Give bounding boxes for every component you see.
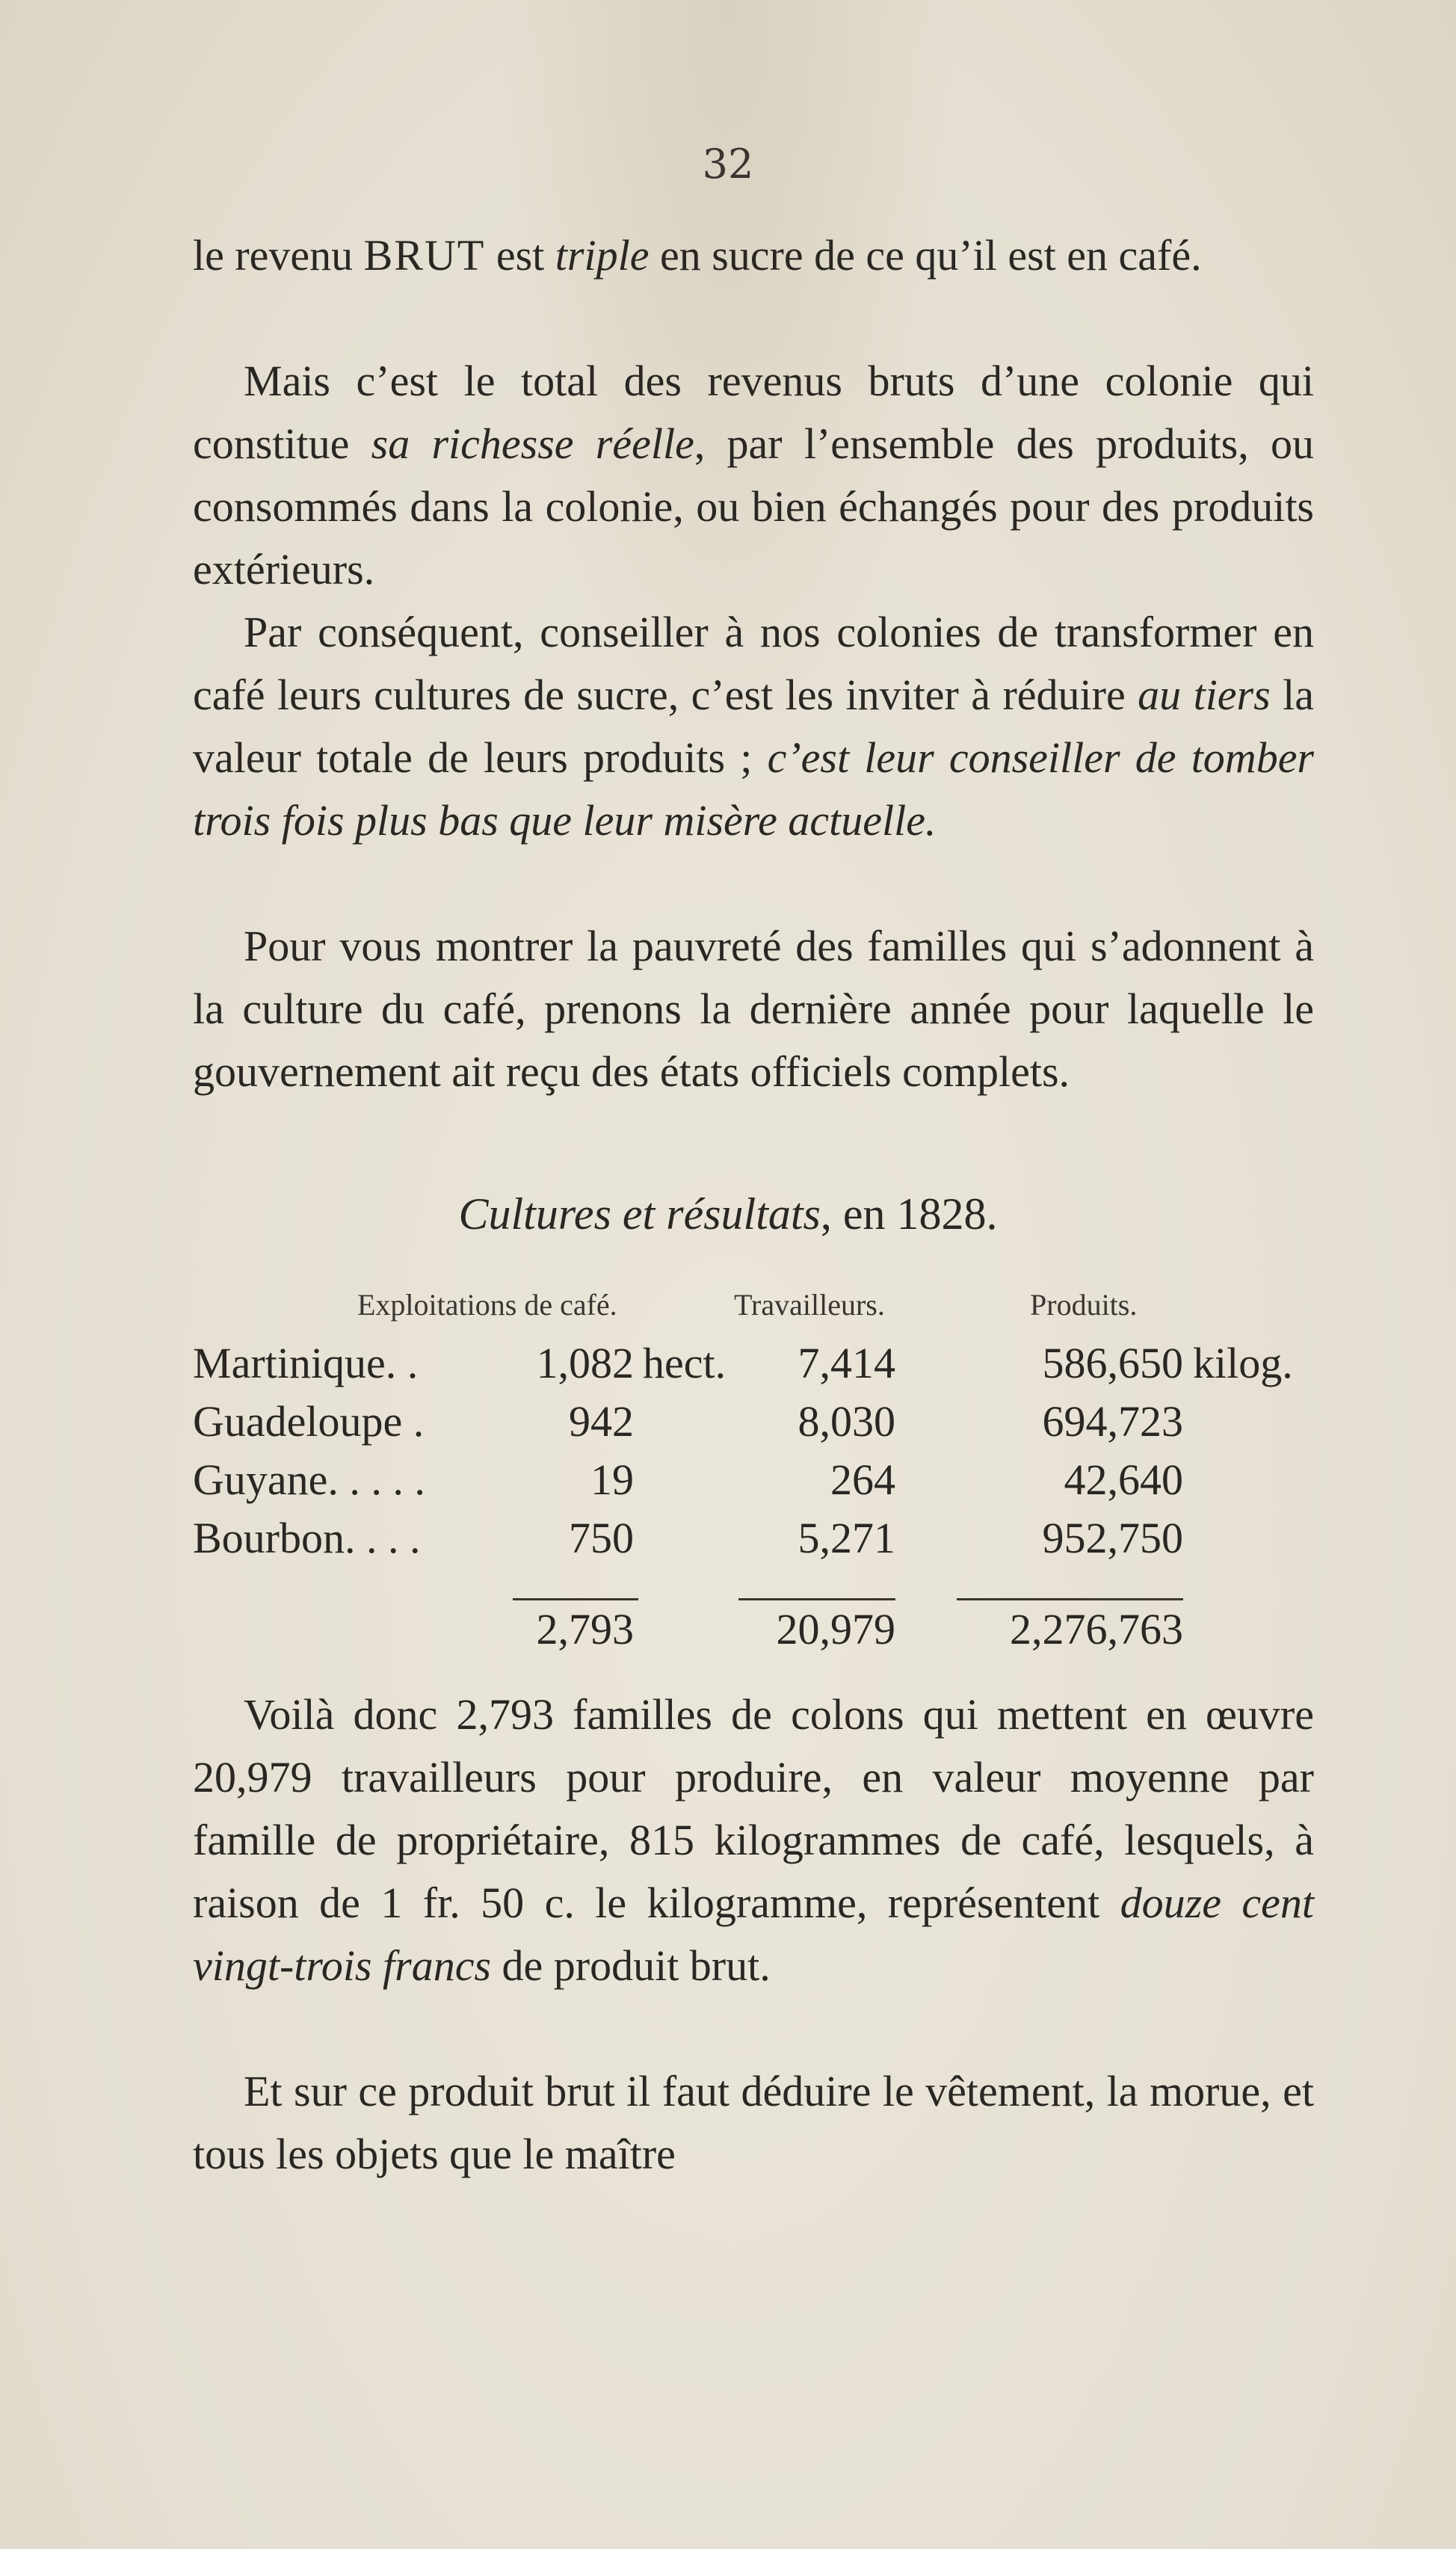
row-produits: 42,640 [1064,1455,1183,1504]
caption-year: , en 1828. [820,1189,998,1239]
paragraph-6: Et sur ce produit brut il faut déduire le vêtement, la morue, et tous les objets que le maître [193,2067,1314,2178]
table-row [0,1396,1456,1455]
p2-richesse: sa richesse réelle [371,419,694,468]
p2-text-c: , par l’ensemble des produits, ou consommés dans la colonie, ou bien échangés pour des produits extérieurs. [193,419,1314,594]
header-exploitations: Exploitations de café. [357,1288,617,1322]
p3-conseiller: c’est leur conseiller de tomber trois fois plus bas que leur misère actuelle. [193,733,1315,845]
row-exploitations: 750 [569,1514,634,1562]
row-unit2: kilog. [1193,1339,1293,1387]
p1-triple: triple [555,231,650,280]
total-exploitations: 2,793 [536,1605,634,1653]
total-rule-produits [957,1598,1183,1600]
paragraph-2 [193,350,1314,601]
header-produits: Produits. [1030,1288,1138,1322]
p5-text-a: Voilà donc 2,793 familles de colons qui mettent en œuvre 20,979 travailleurs pour produire, en valeur moyenne par famille de propriétaire, 815 kilogrammes de café, lesquels, à raison de 1 fr. 50 c. le kilogramme, représentent [193,1690,1314,1927]
table-row [0,1513,1456,1571]
table-totals-row [0,1604,1456,1662]
p2-text-a: Mais c’est le total des revenus bruts d’une colonie qui constitue [193,357,1314,468]
row-exploitations: 19 [590,1455,634,1504]
row-name: Martinique. . [193,1339,419,1387]
table-row [0,1338,1456,1396]
row-name: Bourbon. . . . [193,1514,421,1562]
total-rule-travailleurs [738,1598,895,1600]
p3-text-c: la valeur totale de leurs produits ; [193,671,1314,782]
total-produits: 2,276,763 [1010,1605,1183,1653]
row-name: Guadeloupe . [193,1397,425,1446]
paragraph-3 [193,601,1314,852]
p1-text-c: est [485,231,555,280]
header-travailleurs: Travailleurs. [734,1288,885,1322]
total-rule-exploitations [513,1598,638,1600]
row-travailleurs: 264 [830,1455,895,1504]
paragraph-1 [193,224,1314,287]
row-produits: 952,750 [1042,1514,1183,1562]
row-travailleurs: 8,030 [798,1397,895,1446]
p5-text-c: de produit brut. [491,1941,771,1990]
p1-text-a: le revenu [193,231,364,280]
total-travailleurs: 20,979 [776,1605,895,1653]
row-exploitations: 1,082 [536,1339,634,1387]
p3-text-a: Par conséquent, conseiller à nos colonies de transformer en café leurs cultures de sucre, c’est les inviter à réduire [193,608,1314,719]
row-unit: hect. [643,1339,727,1387]
p1-text-e: en sucre de ce qu’il est en café. [649,231,1202,280]
page-number: 32 [702,141,754,188]
row-name: Guyane. . . . . [193,1455,425,1504]
paragraph-5 [193,1683,1314,1997]
p5-francs: douze cent vingt-trois francs [193,1878,1314,1990]
row-produits: 694,723 [1042,1397,1183,1446]
row-travailleurs: 5,271 [798,1514,895,1562]
table-row [0,1455,1456,1513]
row-travailleurs: 7,414 [798,1339,895,1387]
table-caption [0,1189,1456,1240]
row-produits: 586,650 [1042,1339,1183,1387]
row-exploitations: 942 [569,1397,634,1446]
caption-italic: Cultures et résultats [458,1189,821,1239]
p1-brut: BRUT [363,231,486,280]
paragraph-4: Pour vous montrer la pauvreté des familles qui s’adonnent à la culture du café, prenons la dernière année pour laquelle le gouvernement ait reçu des états officiels complets. [193,922,1314,1096]
p3-au-tiers: au tiers [1138,671,1271,719]
